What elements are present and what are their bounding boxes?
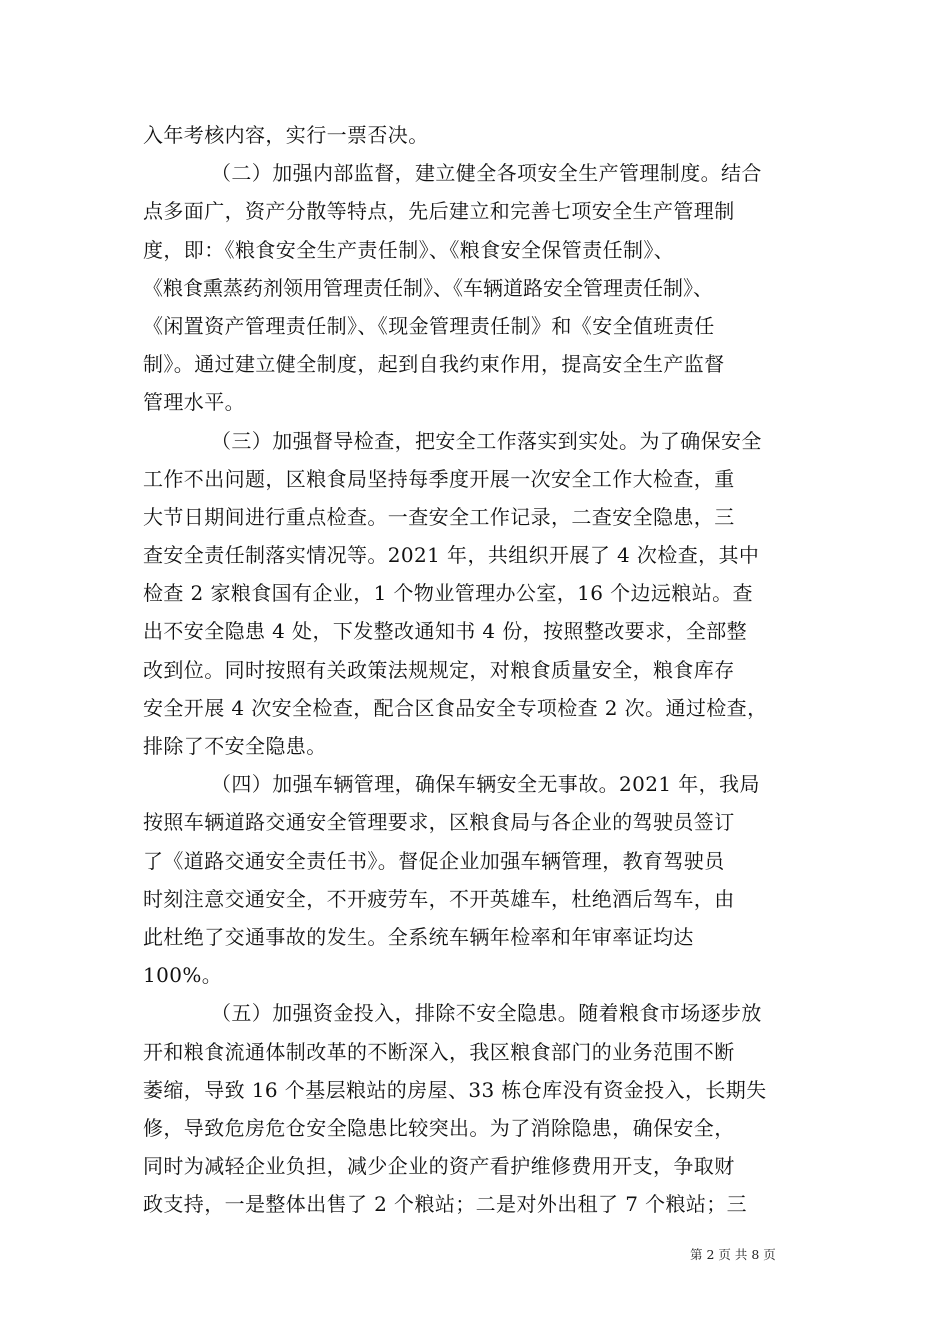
text-line: 此杜绝了交通事故的发生。全系统车辆年检率和年审率证均达 xyxy=(143,924,694,949)
paragraph xyxy=(143,765,808,994)
text-line: 改到位。同时按照有关政策法规规定，对粮食质量安全，粮食库存 xyxy=(143,657,735,682)
text-line: 检查 2 家粮食国有企业，1 个物业管理办公室，16 个边远粮站。查 xyxy=(143,581,753,606)
text-line: 工作不出问题，区粮食局坚持每季度开展一次安全工作大检查，重 xyxy=(143,466,735,491)
text-line: 大节日期间进行重点检查。一查安全工作记录，二查安全隐患，三 xyxy=(143,504,735,529)
text-line: 制》。通过建立健全制度，起到自我约束作用，提高安全生产监督 xyxy=(143,352,725,377)
text-line: 管理水平。 xyxy=(143,390,245,415)
text-line: 政支持，一是整体出售了 2 个粮站；二是对外出租了 7 个粮站；三 xyxy=(143,1192,748,1217)
text-line: 同时为减轻企业负担，减少企业的资产看护维修费用开支，争取财 xyxy=(143,1154,735,1179)
paragraph xyxy=(143,994,808,1223)
text-line: （二）加强内部监督，建立健全各项安全生产管理制度。结合 xyxy=(211,161,762,186)
text-line: 安全开展 4 次安全检查，配合区食品安全专项检查 2 次。通过检查， xyxy=(143,695,768,720)
text-line: 萎缩，导致 16 个基层粮站的房屋、33 栋仓库没有资金投入，长期失 xyxy=(143,1077,767,1102)
text-line: 时刻注意交通安全，不开疲劳车，不开英雄车，杜绝酒后驾车，由 xyxy=(143,886,735,911)
text-line: 开和粮食流通体制改革的不断深入，我区粮食部门的业务范围不断 xyxy=(143,1039,735,1064)
text-line: （三）加强督导检查，把安全工作落实到实处。为了确保安全 xyxy=(211,428,762,453)
text-line: 排除了不安全隐患。 xyxy=(143,734,327,758)
text-line: 《闲置资产管理责任制》、《现金管理责任制》和《安全值班责任 xyxy=(143,313,715,338)
paragraph xyxy=(143,116,808,154)
text-line: 点多面广，资产分散等特点，先后建立和完善七项安全生产管理制 xyxy=(143,199,735,224)
text-line: （五）加强资金投入，排除不安全隐患。随着粮食市场逐步放 xyxy=(211,1001,762,1026)
text-line: 入年考核内容，实行一票否决。 xyxy=(143,123,429,147)
text-line: 度，即：《粮食安全生产责任制》、《粮食安全保管责任制》、 xyxy=(143,237,675,262)
text-line: 修，导致危房危仓安全隐患比较突出。为了消除隐患，确保安全， xyxy=(143,1115,735,1140)
text-line: 查安全责任制落实情况等。2021 年，共组织开展了 4 次检查，其中 xyxy=(143,543,760,568)
paragraph xyxy=(143,422,808,766)
text-line: 出不安全隐患 4 处，下发整改通知书 4 份，按照整改要求，全部整 xyxy=(143,619,748,644)
text-line: 按照车辆道路交通安全管理要求，区粮食局与各企业的驾驶员签订 xyxy=(143,810,735,835)
document-body xyxy=(143,116,808,1223)
text-line: 了《道路交通安全责任书》。督促企业加强车辆管理，教育驾驶员 xyxy=(143,848,725,873)
text-line: 《粮食熏蒸药剂领用管理责任制》、《车辆道路安全管理责任制》、 xyxy=(143,275,713,300)
text-line: 100%。 xyxy=(143,963,223,988)
text-line: （四）加强车辆管理，确保车辆安全无事故。2021 年，我局 xyxy=(211,772,760,797)
paragraph xyxy=(143,154,808,421)
page-number: 第 2 页 共 8 页 xyxy=(690,1247,776,1262)
